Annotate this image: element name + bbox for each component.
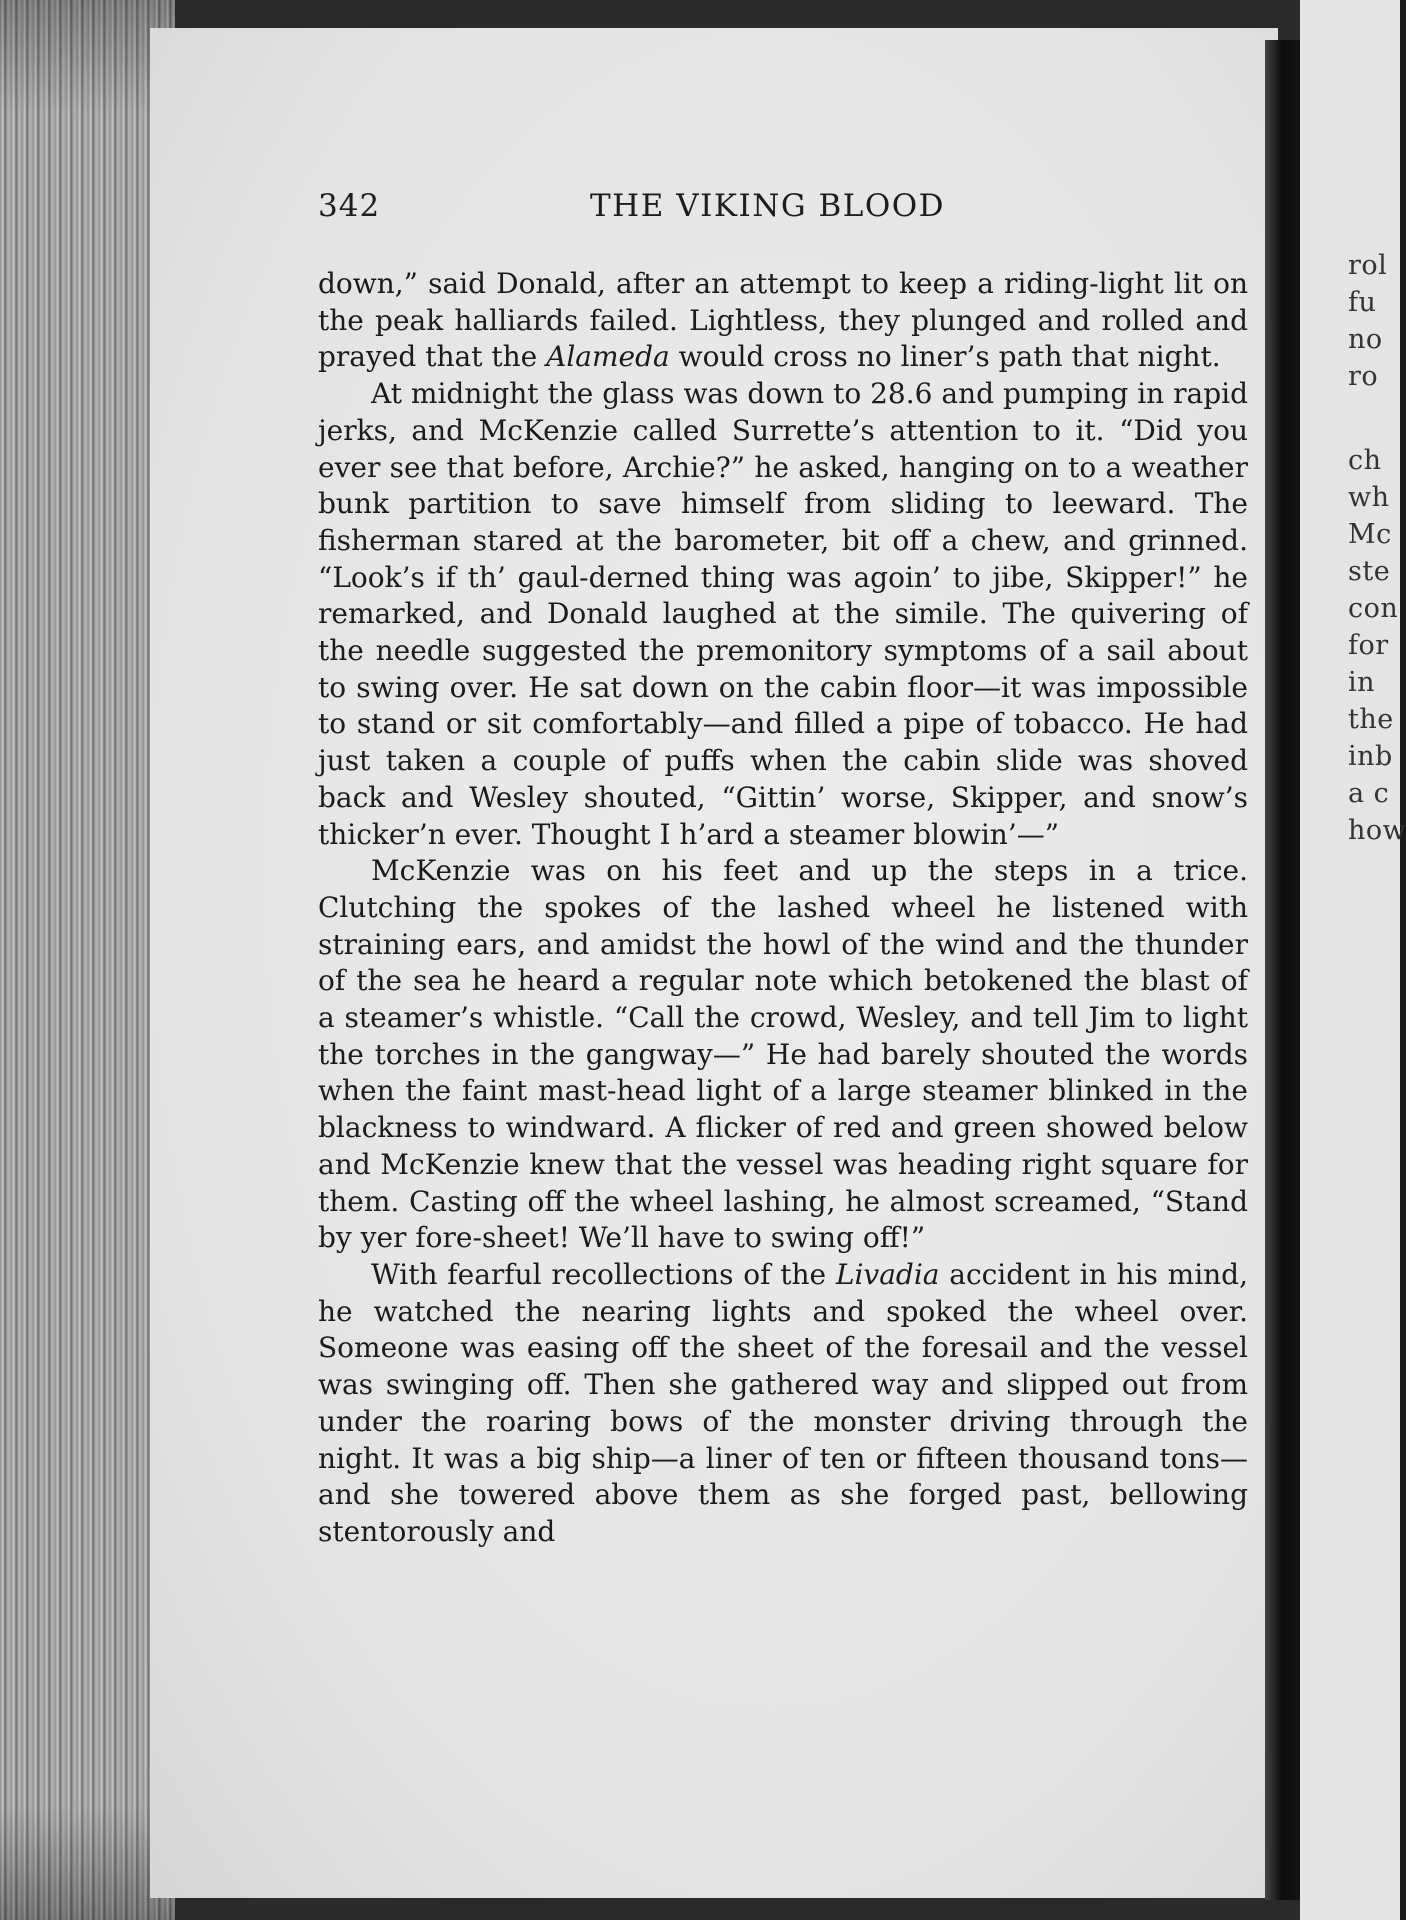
- facing-page-fragment: wh: [1348, 482, 1390, 513]
- facing-page-fragment: con: [1348, 593, 1399, 624]
- paragraph-text: accident in his mind, he watched the nearing lights and spoked the wheel over. Someone was easing off the sheet of the foresail and the vessel was swinging off. Then she gathered way and slipped out from under the roaring bows of the monster driving through the night. It was a big ship—a liner of ten or fifteen thousand tons—and she towered above them as she forged past, bellowing stentorously and: [318, 1257, 1249, 1548]
- paragraph-text: McKenzie was on his feet and up the steps in a trice. Clutching the spokes of the lashed wheel he listened with straining ears, and amidst the howl of the wind and the thunder of the sea he heard a regular note which betokened the blast of a steamer’s whistle. “Call the crowd, Wesley, and tell Jim to light the torches in the gangway—” He had barely shouted the words when the faint mast-head light of a large steamer blinked in the blackness to windward. A flicker of red and green showed below and McKenzie knew that the vessel was heading right square for them. Casting off the wheel lashing, he almost screamed, “Stand by yer fore-sheet! We’ll have to swing off!”: [318, 854, 1248, 1255]
- paragraph-text: down,” said Donald, after an attempt to keep a riding-light lit on the peak halliards failed. Lightless, they plunged and rolled and prayed that the: [318, 267, 1248, 374]
- facing-page: [1300, 0, 1406, 1920]
- facing-page-fragment: ste: [1348, 556, 1391, 587]
- paragraph: [318, 376, 1248, 853]
- facing-page-fragment: inb: [1348, 741, 1393, 772]
- facing-page-fragment: fu: [1348, 287, 1377, 318]
- book-title: THE VIKING BLOOD: [590, 188, 946, 224]
- facing-page-fragment: in: [1348, 667, 1376, 698]
- paragraph-text: With fearful recollections of the: [371, 1257, 836, 1291]
- facing-page-fragment: ro: [1348, 361, 1379, 392]
- facing-page-fragment: a c: [1348, 778, 1390, 809]
- paragraph-text: would cross no liner’s path that night.: [669, 340, 1221, 374]
- facing-page-fragment: no: [1348, 324, 1383, 355]
- book-gutter: [1265, 40, 1303, 1900]
- facing-page-fragment: for: [1348, 630, 1389, 661]
- paragraph: [318, 266, 1248, 376]
- body-text: [318, 266, 1248, 1551]
- paragraph: [318, 853, 1248, 1257]
- facing-page-fragment: how: [1348, 815, 1406, 846]
- facing-page-fragment: Mc: [1348, 519, 1392, 550]
- page-edge-stack: [0, 0, 175, 1920]
- running-head: [318, 188, 978, 234]
- paragraph: [318, 1257, 1248, 1551]
- facing-page-fragment: the: [1348, 704, 1394, 735]
- ship-name-italic: Alameda: [546, 340, 670, 374]
- paragraph-text: At midnight the glass was down to 28.6 and pumping in rapid jerks, and McKenzie called Surrette’s attention to it. “Did you ever see that before, Archie?” he asked, hanging on to a weather bunk partition to save himself from sliding to leeward. The fisherman stared at the barometer, bit off a chew, and grinned. “Look’s if th’ gaul-derned thing was agoin’ to jibe, Skipper!” he remarked, and Donald laughed at the simile. The quivering of the needle suggested the premonitory symptoms of a sail about to swing over. He sat down on the cabin floor—it was impossible to stand or sit comfortably—and filled a pipe of tobacco. He had just taken a couple of puffs when the cabin slide was shoved back and Wesley shouted, “Gittin’ worse, Skipper, and snow’s thicker’n ever. Thought I h’ard a steamer blowin’—”: [318, 377, 1248, 851]
- facing-page-fragment: rol: [1348, 250, 1388, 281]
- page-number: 342: [318, 188, 381, 224]
- ship-name-italic: Livadia: [835, 1257, 940, 1291]
- facing-page-fragment: ch: [1348, 445, 1382, 476]
